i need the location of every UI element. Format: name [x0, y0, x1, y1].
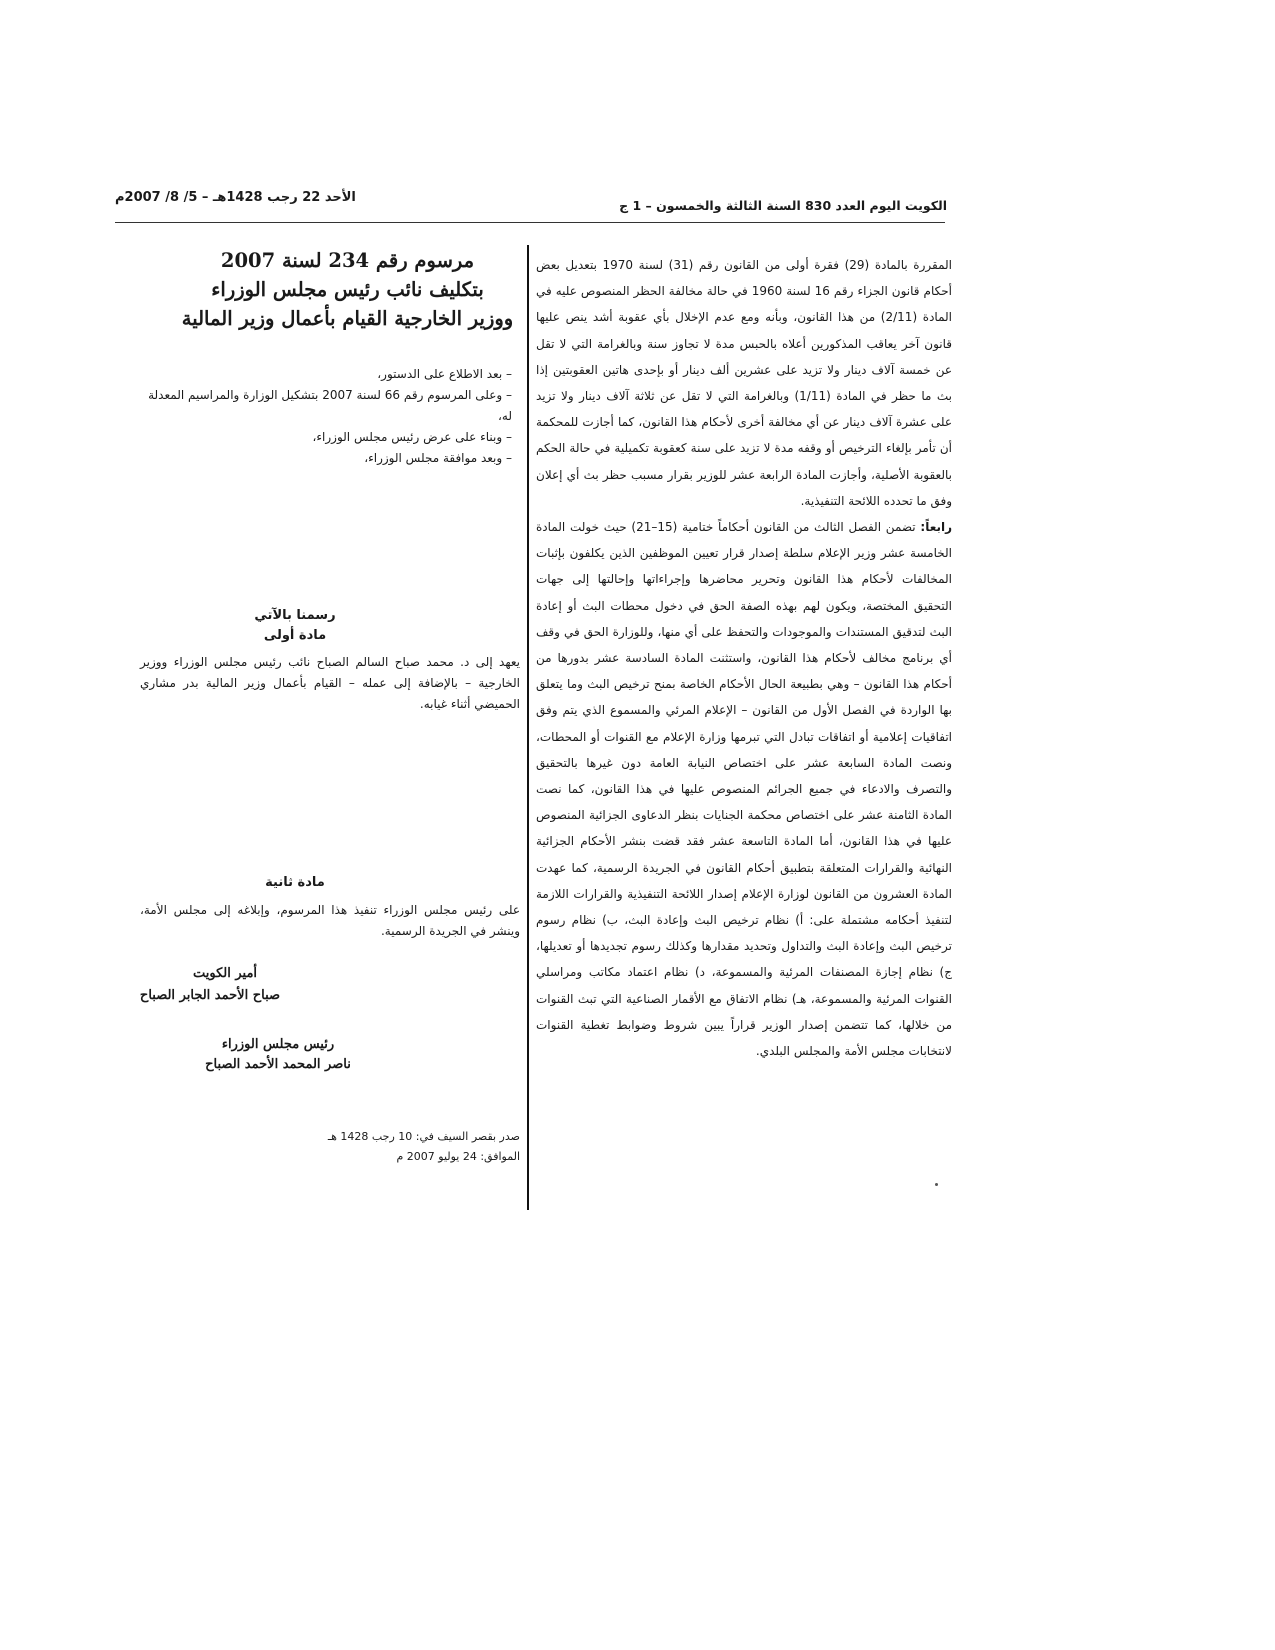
- column-divider: [527, 245, 529, 1210]
- preamble-item: – وبعد موافقة مجلس الوزراء،: [364, 451, 512, 465]
- gazette-header-date: الأحد 22 رجب 1428هـ – 5/ 8/ 2007م: [115, 190, 356, 205]
- pm-title: رئيس مجلس الوزراء: [221, 1037, 335, 1052]
- memo-paragraph: المقررة بالمادة (29) فقرة أولى من القانون رقم (31) لسنة 1970 بتعديل بعض أحكام قانون الجزاء رقم 16 لسنة 1960 في حالة مخالفة الحظر المنصوص عليه في المادة (2/11) من هذا القانون، وبأنه ومع عدم الإخلال بأي عقوبة أشد ينص عليها قانون آخر يعاقب المذكورين أعلاه بالحبس مدة لا تجاوز سنة وبالغرامة التي لا تقل عن خمسة آلاف دينار ولا تزيد على عشرين ألف دينار أو بإحدى هاتين العقوبتين إذا بث ما حظر في المادة (1/11) وبالغرامة التي لا تقل عن ثلاثة آلاف دينار ولا تزيد على عشرة آلاف دينار عن أي مخالفة أخرى لأحكام هذا القانون، كما أجازت للمحكمة أن تأمر بإلغاء الترخيص أو وقفه مدة لا تزيد على سنة كعقوبة تكميلية في حالة الحكم بالعقوبة الأصلية، وأجازت المادة الرابعة عشر للوزير بقرار مسبب حظر بث أي إعلان وفق ما تحدده اللائحة التنفيذية.: [536, 258, 953, 508]
- gazette-header-issue: الكويت اليوم العدد 830 السنة الثالثة والخمسون – 1 ج: [619, 198, 947, 213]
- amir-title: أمير الكويت: [192, 966, 258, 981]
- preamble-item: – وبناء على عرض رئيس مجلس الوزراء،: [312, 430, 512, 444]
- scan-speck: [935, 1183, 938, 1186]
- decreed-heading: رسمنا بالآتي: [254, 608, 336, 623]
- article-one-heading: مادة أولى: [263, 628, 327, 643]
- decree-title-line: مرسوم رقم 234 لسنة 2007: [220, 249, 475, 272]
- pm-name: ناصر المحمد الأحمد الصباح: [205, 1057, 351, 1072]
- explanatory-memo-column: [536, 252, 952, 1064]
- header-divider: [115, 222, 945, 223]
- article-one-text: يعهد إلى د. محمد صباح السالم الصباح نائب رئيس مجلس الوزراء ووزير الخارجية – بالإضافة إلى عمله – القيام بأعمال وزير المالية بدر مشاري الحميضي أثناء غيابه.: [140, 655, 520, 711]
- preamble-item: – وعلى المرسوم رقم 66 لسنة 2007 بتشكيل الوزارة والمراسيم المعدلة له،: [148, 388, 512, 423]
- decree-title-line: بتكليف نائب رئيس مجلس الوزراء: [211, 278, 484, 301]
- decree-title: [165, 246, 530, 333]
- issue-gregorian-date: الموافق: 24 يوليو 2007 م: [396, 1150, 520, 1163]
- amir-name: صباح الأحمد الجابر الصباح: [139, 988, 281, 1003]
- article-two-text: على رئيس مجلس الوزراء تنفيذ هذا المرسوم، وإبلاغه إلى مجلس الأمة، وينشر في الجريدة الرسمية.: [140, 903, 520, 938]
- preamble-item: – بعد الاطلاع على الدستور،: [377, 367, 512, 381]
- section-text: تضمن الفصل الثالث من القانون أحكاماً ختامية (15–21) حيث خولت المادة الخامسة عشر وزير الإعلام سلطة إصدار قرار تعيين الموظفين الذين يكلفون بإثبات المخالفات لأحكام هذا القانون وتحرير محاضرها وإجراءاتها وإحالتها إلى جهات التحقيق المختصة، ويكون لهم بهذه الصفة الحق في دخول محطات البث أو إعادة البث لتدقيق المستندات والموجودات والتحفظ على أي منها، وللوزارة الحق في وقف أي برنامج مخالف لأحكام هذا القانون، واستثنت المادة السادسة عشر بدورها من أحكام هذا القانون – وهي بطبيعة الحال الأحكام الخاصة بمنح ترخيص البث وما يتعلق بها الواردة في الفصل الأول من القانون – الإعلام المرئي والمسموع الذي يتم وفق اتفاقيات إعلامية أو اتفاقات تبادل التي تبرمها وزارة الإعلام مع القنوات أو المحطات، ونصت المادة السابعة عشر على اختصاص النيابة العامة دون غيرها بالتحقيق والتصرف والادعاء في جميع الجرائم المنصوص عليها في هذا القانون، كما نصت المادة الثامنة عشر على اختصاص محكمة الجنايات بنظر الدعاوى الجزائية المنصوص عليها في هذا القانون، أما المادة التاسعة عشر فقد قضت بنشر الأحكام الجزائية النهائية والقرارات المتعلقة بتطبيق أحكام القانون في الجريدة الرسمية، كما عهدت المادة العشرون من القانون لوزارة الإعلام إصدار اللائحة التنفيذية والقرارات اللازمة لتنفيذ أحكامه مشتملة على: أ) نظام ترخيص البث وإعادة البث، ب) نظام رسوم ترخيص البث وإعادة البث والتداول وتحديد مقدارها وكذلك رسوم تجديدها أو تعديلها، ج) نظام إجازة المصنفات المرئية والمسموعة، د) نظام اعتماد مكاتب ومراسلي القنوات المرئية والمسموعة، هـ) نظام الاتفاق مع الأقمار الصناعية التي تبث القنوات من خلالها، كما تتضمن إصدار الوزير قراراً يبين شروط وضوابط تغطية القنوات لانتخابات مجلس الأمة والمجلس البلدي.: [536, 520, 952, 1059]
- article-two-heading: مادة ثانية: [265, 875, 325, 890]
- decree-title-line: ووزير الخارجية القيام بأعمال وزير المالية: [181, 307, 514, 330]
- issue-date-block: [270, 1127, 520, 1167]
- issue-place-date: صدر بقصر السيف في: 10 رجب 1428 هـ: [327, 1130, 520, 1143]
- section-marker: رابعاً:: [920, 520, 953, 535]
- memo-paragraph-fourth: [536, 514, 952, 1064]
- decree-preamble: [140, 364, 512, 469]
